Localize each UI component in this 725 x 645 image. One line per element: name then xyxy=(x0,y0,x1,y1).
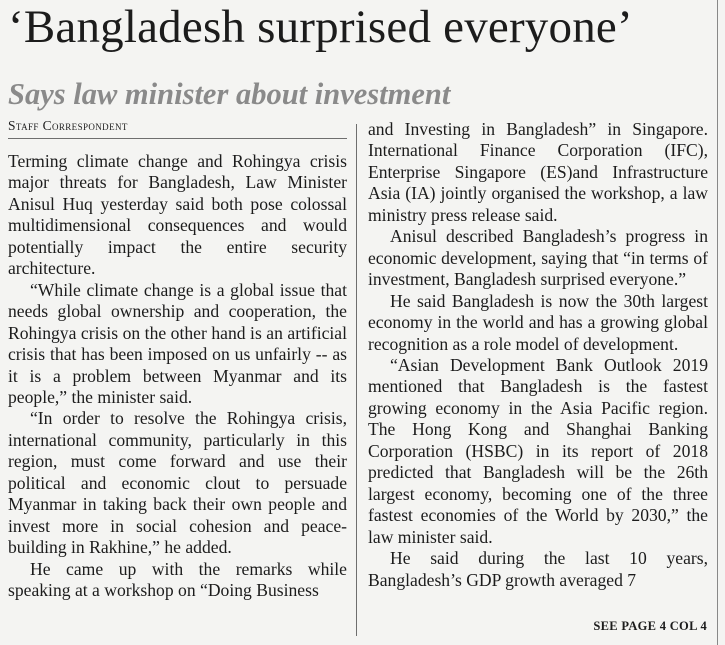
paragraph: He came up with the remarks while speaking at a workshop on “Doing Business xyxy=(8,558,347,601)
byline: Staff Correspondent xyxy=(8,118,128,133)
subhead: Says law minister about investment xyxy=(8,77,451,111)
paragraph-continuation: and Investing in Bangladesh” in Singapore. International Finance Corporation (IFC), Enterprise Singapore (ES)and Infrastructure Asia (IA) jointly organised the workshop, a law ministry press release said. xyxy=(368,119,708,225)
paragraph: He said during the last 10 years, Bangladesh’s GDP growth averaged 7 xyxy=(368,548,708,590)
article-column-right xyxy=(368,119,708,591)
paragraph: “Asian Development Bank Outlook 2019 mentioned that Bangladesh is the fastest growing economy in the Asia Pacific region. The Hong Kong and Shanghai Banking Corporation (HSBC) in its report of 2018 predicted that Bangladesh will be the 26th largest economy, becoming one of the three fastest economies of the World by 2030,” the law minister said. xyxy=(368,354,708,547)
article-column-left xyxy=(8,151,347,602)
paragraph: He said Bangladesh is now the 30th largest economy in the world and has a growing global recognition as a role model of development. xyxy=(368,290,708,354)
headline: ‘Bangladesh surprised everyone’ xyxy=(8,1,633,53)
paragraph: “While climate change is a global issue that needs global ownership and cooperation, the Rohingya crisis on the other hand is an artificial crisis that has been imposed on us unfairly -- as it is a problem between Myanmar and its people,” the minister said. xyxy=(8,279,347,407)
jump-line: SEE PAGE 4 COL 4 xyxy=(593,619,707,633)
column-divider xyxy=(356,124,357,636)
byline-rule xyxy=(8,138,347,139)
paragraph: “In order to resolve the Rohingya crisis, international community, particularly in this region, must come forward and use their political and economic clout to persuade Myanmar in taking back their own people and invest more in social cohesion and peace-building in Rakhine,” he added. xyxy=(8,408,347,558)
paragraph: Terming climate change and Rohingya crisis major threats for Bangladesh, Law Minister Anisul Huq yesterday said both pose colossal multidimensional consequences and would potentially impact the entire security architecture. xyxy=(8,151,347,279)
paragraph: Anisul described Bangladesh’s progress in economic development, saying that “in terms of investment, Bangladesh surprised everyone.” xyxy=(368,226,708,290)
page-edge-rule xyxy=(717,0,718,645)
